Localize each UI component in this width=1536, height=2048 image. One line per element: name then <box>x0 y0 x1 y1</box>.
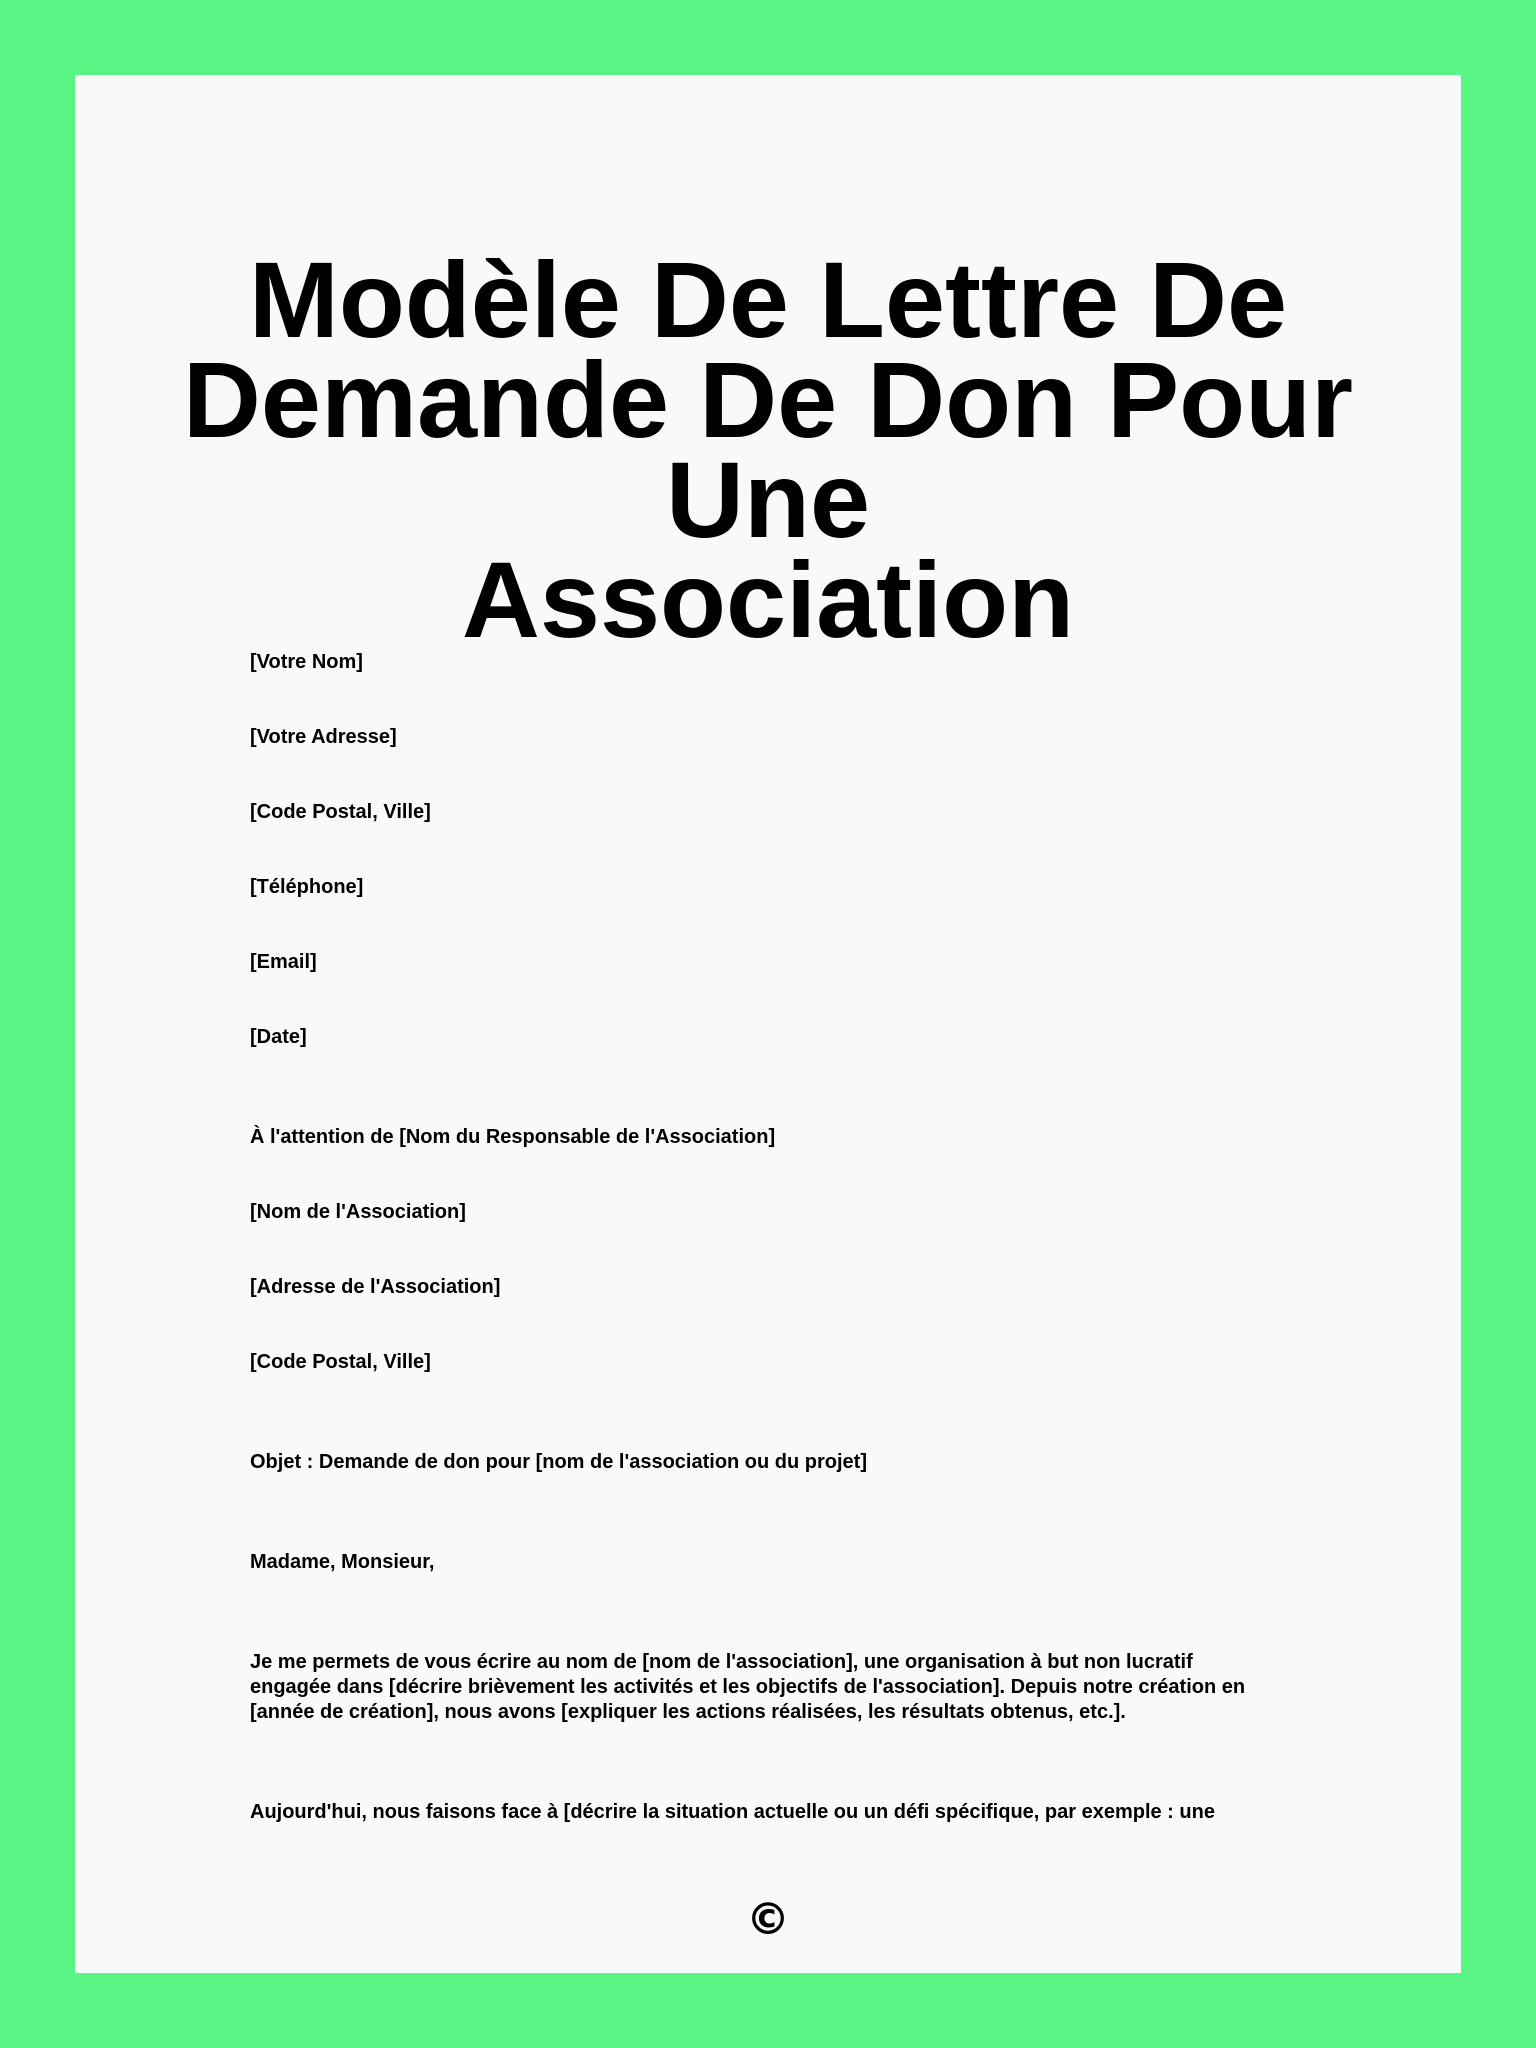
paragraph-line: engagée dans [décrire brièvement les activités et les objectifs de l'association]. Depuis notre création en <box>250 1676 1246 1698</box>
paragraph-line: Je me permets de vous écrire au nom de [nom de l'association], une organisation à but non lucratif <box>250 1651 1193 1673</box>
document-title <box>75 239 1461 660</box>
sender-address: [Votre Adresse] <box>250 726 397 748</box>
sender-phone: [Téléphone] <box>250 876 364 898</box>
title-line-3: Association <box>461 539 1075 660</box>
document-page <box>75 75 1461 1973</box>
title-line-1: Modèle De Lettre De <box>248 239 1288 360</box>
copyright-icon: © <box>746 1894 790 1945</box>
salutation: Madame, Monsieur, <box>250 1551 435 1573</box>
recipient-attention: À l'attention de [Nom du Responsable de l'Association] <box>250 1126 776 1148</box>
sender-email: [Email] <box>250 951 317 973</box>
sender-postal-city: [Code Postal, Ville] <box>250 801 431 823</box>
paragraph-introduction <box>250 1650 1290 1725</box>
paragraph-situation <box>250 1800 1290 1825</box>
sender-name: [Votre Nom] <box>250 651 363 673</box>
paragraph-line: [année de création], nous avons [expliquer les actions réalisées, les résultats obtenus, etc.]. <box>250 1701 1126 1723</box>
title-line-2: Demande De Don Pour Une <box>182 339 1354 560</box>
recipient-name: [Nom de l'Association] <box>250 1201 466 1223</box>
recipient-address: [Adresse de l'Association] <box>250 1276 501 1298</box>
paragraph-line: Aujourd'hui, nous faisons face à [décrire la situation actuelle ou un défi spécifique, par exemple : une <box>250 1801 1215 1823</box>
letter-subject: Objet : Demande de don pour [nom de l'association ou du projet] <box>250 1451 868 1473</box>
letter-date: [Date] <box>250 1026 307 1048</box>
recipient-postal-city: [Code Postal, Ville] <box>250 1351 431 1373</box>
